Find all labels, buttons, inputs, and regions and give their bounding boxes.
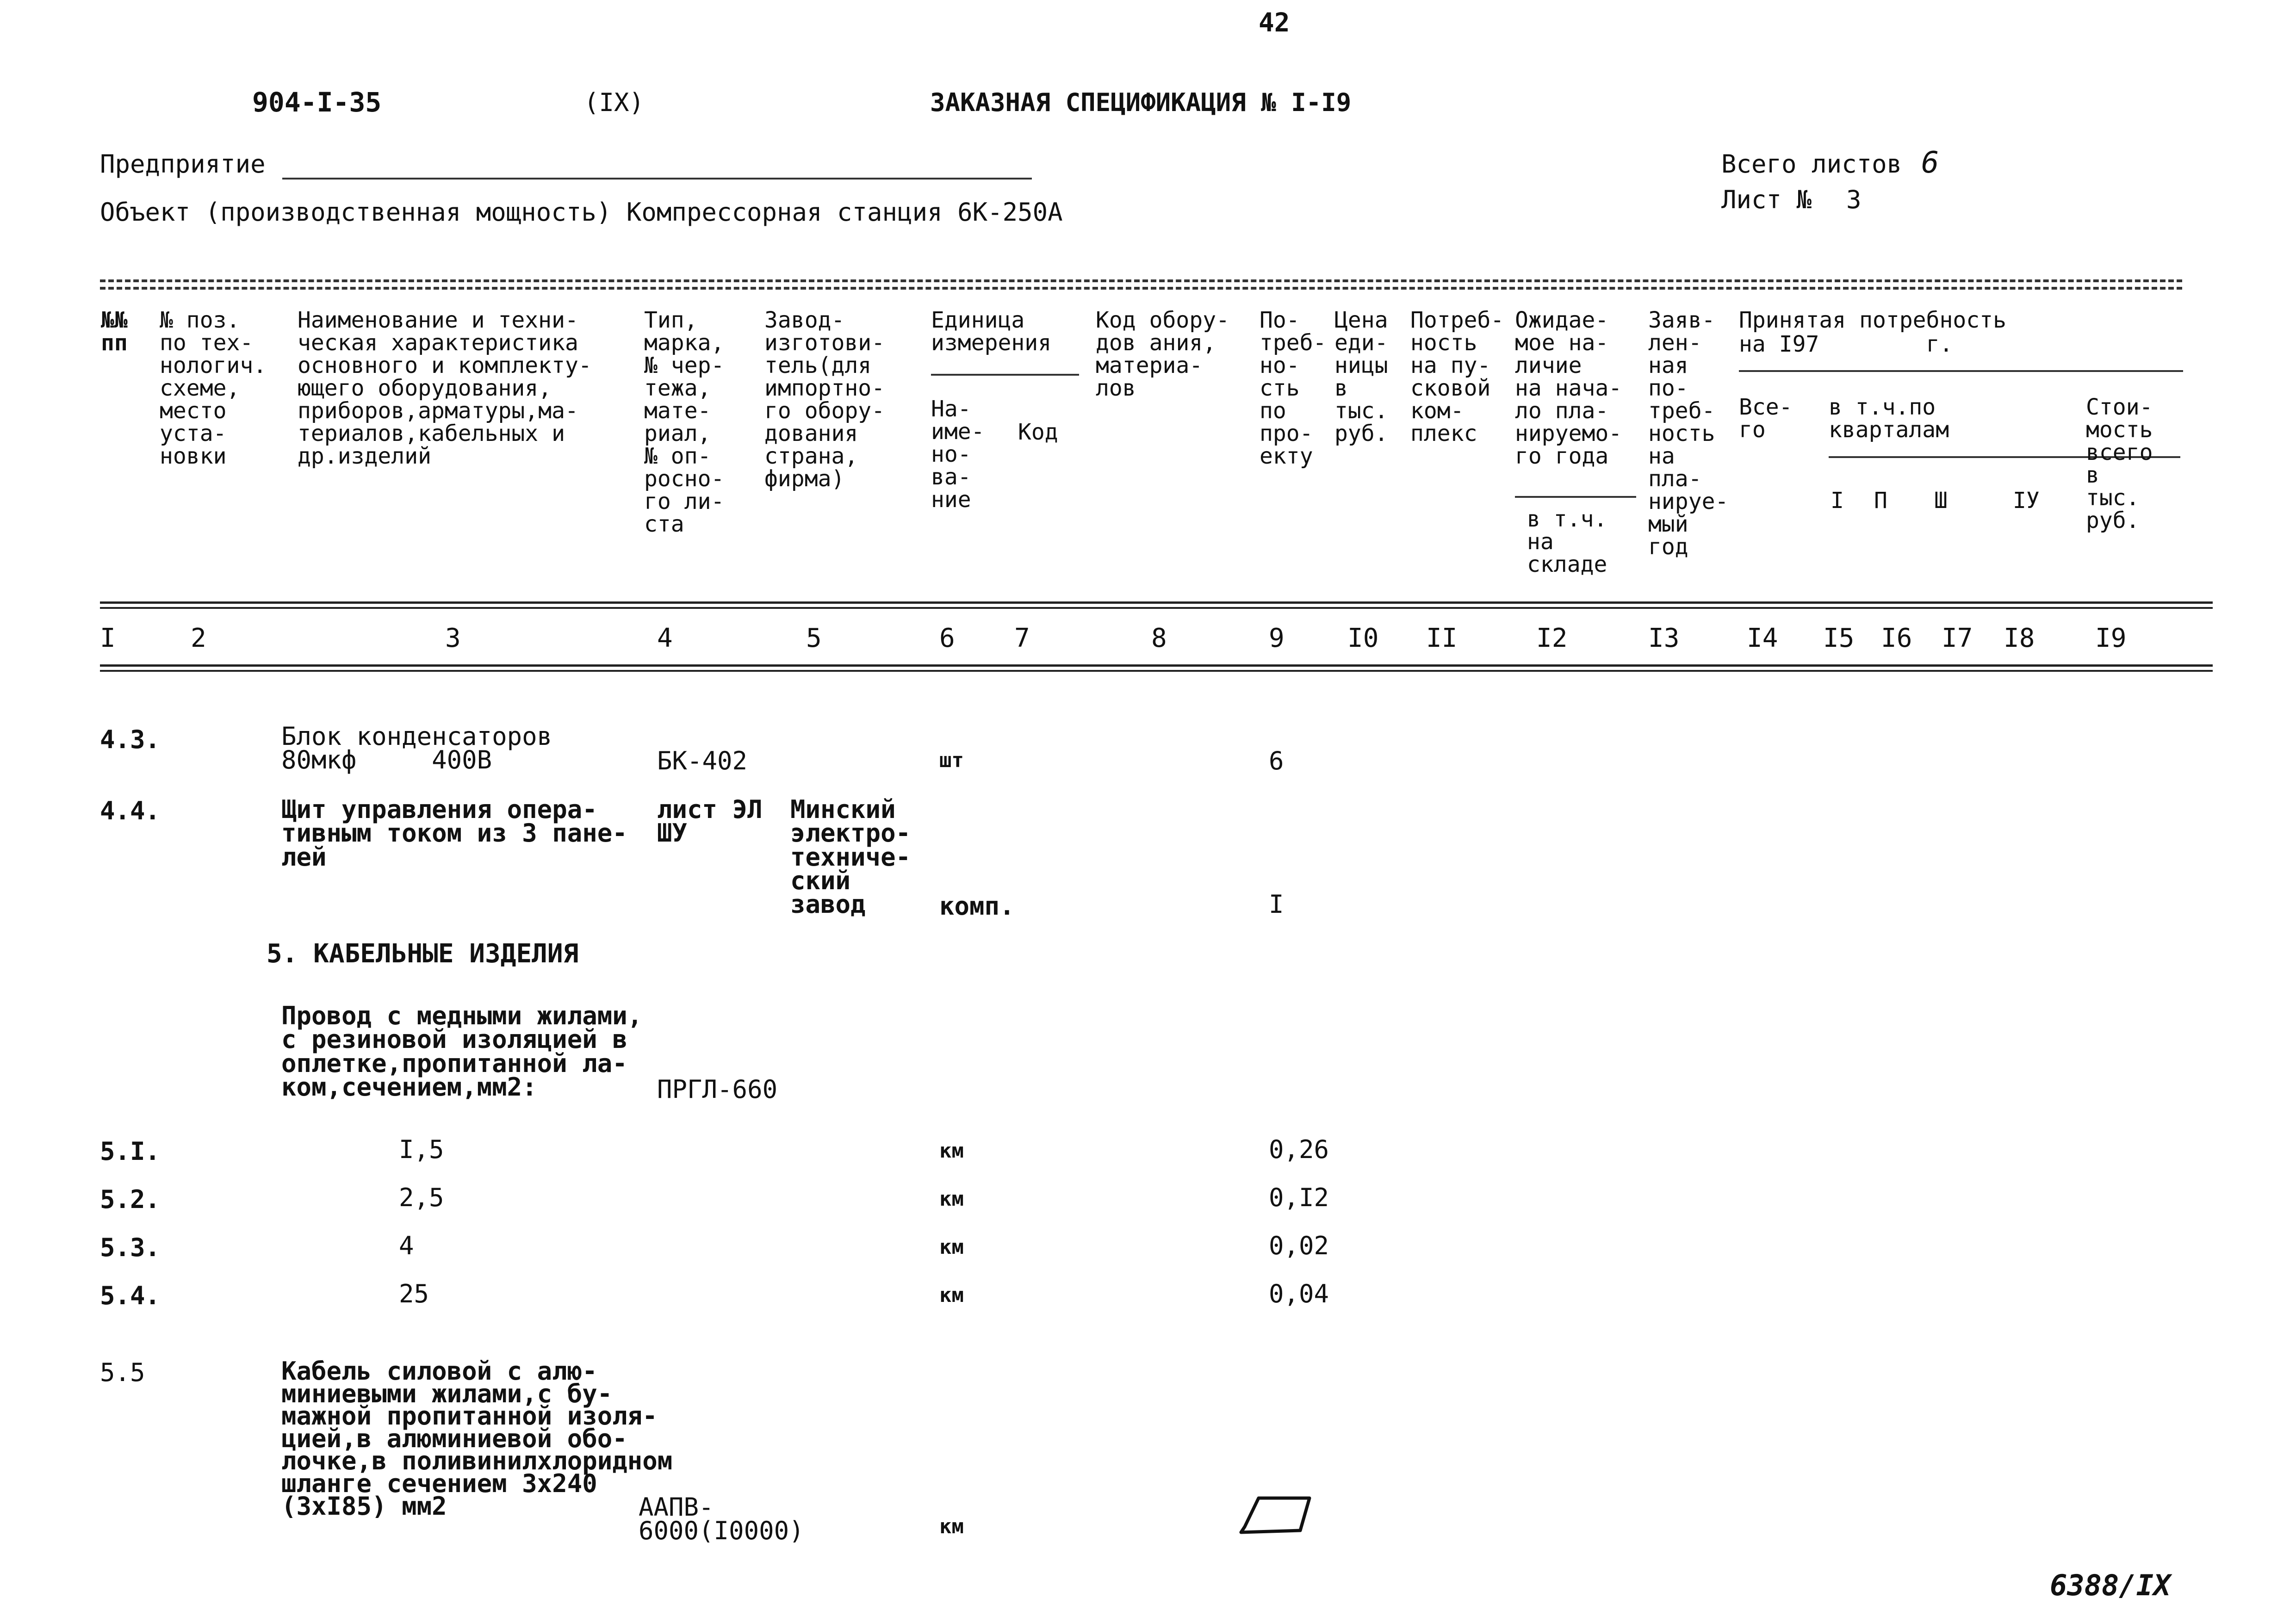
column-number-17: I7 <box>1942 623 1973 653</box>
accepted-year: на I97 г. <box>1739 331 1953 357</box>
column-number-13: I3 <box>1648 623 1680 653</box>
wire-description: Провод с медными жилами, с резиновой изоляцией в оплетке,пропитанной ла- ком,сечением,мм2: <box>281 1001 643 1102</box>
column-number-16: I6 <box>1881 623 1912 653</box>
wire-row-section: I,5 <box>399 1135 444 1164</box>
col-8-header: Код обору- дов ания, материа- лов <box>1096 307 1229 401</box>
col-5-header: Завод- изготови- тель(для импортно- го обору- дования страна, фирма) <box>764 307 885 492</box>
quarter-3: Ш <box>1934 488 1948 514</box>
wire-row-qty: 0,04 <box>1269 1279 1329 1308</box>
col-12-sub-header: в т.ч. на складе <box>1527 506 1607 577</box>
colnum-bottom-rule-2 <box>100 670 2213 672</box>
wire-row-unit: км <box>939 1283 964 1307</box>
row-4-4-name: Щит управления опера- тивным током из 3 пане- лей <box>281 795 627 872</box>
section-5-title: 5. КАБЕЛЬНЫЕ ИЗДЕЛИЯ <box>267 939 579 969</box>
col-9-header: По- треб- но- сть по про- екту <box>1260 307 1327 469</box>
colnum-bottom-rule <box>100 664 2213 667</box>
row-4-3-type: БК-402 <box>657 746 748 775</box>
sheet-value: 3 <box>1846 185 1862 214</box>
volume-label: (IX) <box>584 88 645 117</box>
column-number-11: II <box>1426 623 1458 653</box>
column-number-14: I4 <box>1747 623 1778 653</box>
column-number-19: I9 <box>2095 623 2127 653</box>
column-number-3: 3 <box>445 623 461 653</box>
row-4-3-number: 4.3. <box>100 725 161 754</box>
wire-row-section: 2,5 <box>399 1183 444 1212</box>
quarters-header: в т.ч.по кварталам <box>1829 394 1949 443</box>
enterprise-underline <box>282 178 1032 180</box>
accepted-header: Принятая потребность <box>1739 307 2006 333</box>
row-4-4-unit: комп. <box>939 892 1015 921</box>
column-number-5: 5 <box>806 623 822 653</box>
col-14-header: Все- го <box>1739 394 1793 443</box>
row-4-4-number: 4.4. <box>100 796 161 825</box>
col-6-group-rule <box>931 374 1079 376</box>
quarter-1: I <box>1831 488 1844 514</box>
column-number-4: 4 <box>657 623 673 653</box>
column-number-15: I5 <box>1823 623 1855 653</box>
top-separator-1 <box>100 279 2182 282</box>
column-number-9: 9 <box>1269 623 1285 653</box>
column-number-8: 8 <box>1151 623 1167 653</box>
wire-row-qty: 0,I2 <box>1269 1183 1329 1212</box>
col-12-header: Ожидае- мое на- личие на нача- ло пла- нируемо- го года <box>1515 307 1622 469</box>
wire-row-unit: км <box>939 1187 964 1211</box>
column-number-1: I <box>100 623 116 653</box>
column-number-2: 2 <box>191 623 206 653</box>
cable-row-number: 5.5 <box>100 1358 145 1387</box>
row-4-3-qty: 6 <box>1269 746 1284 775</box>
spec-title: ЗАКАЗНАЯ СПЕЦИФИКАЦИЯ № I-I9 <box>930 88 1352 117</box>
column-number-18: I8 <box>2004 623 2035 653</box>
col-12-sub-rule <box>1515 496 1636 498</box>
col-3-header: Наименование и техни- ческая характеристика основного и комплекту- ющего оборудования, приборов,арматуры,ма- териалов,кабельных и др.изделий <box>298 307 592 469</box>
col-4-header: Тип, марка, № чер- тежа, мате- риал, № оп- росно- го ли- ста <box>644 307 725 537</box>
quarter-4: IУ <box>2013 488 2040 514</box>
wire-row-number: 5.2. <box>100 1185 161 1214</box>
footer-stamp: 6388/IX <box>2050 1568 2171 1602</box>
col-11-header: Потреб- ность на пу- сковой ком- плекс <box>1410 307 1504 446</box>
wire-row-number: 5.3. <box>100 1233 161 1262</box>
header-bottom-rule-2 <box>100 607 2213 609</box>
wire-row-number: 5.4. <box>100 1281 161 1310</box>
total-sheets-label: Всего листов <box>1721 149 1902 179</box>
column-number-6: 6 <box>939 623 955 653</box>
wire-row-qty: 0,26 <box>1269 1135 1329 1164</box>
col-6-group-header: Единица измерения <box>931 307 1052 356</box>
row-4-3-name: Блок конденсаторов 80мкф 400В <box>281 722 552 775</box>
wire-row-number: 5.I. <box>100 1137 161 1166</box>
enterprise-label: Предприятие <box>100 149 266 179</box>
page-number: 42 <box>1259 8 1290 38</box>
col-1-header: №№ пп <box>101 307 128 356</box>
row-4-4-maker: Минский электро- техниче- ский завод <box>790 795 911 919</box>
sheet-label: Лист № <box>1721 185 1812 214</box>
column-number-7: 7 <box>1014 623 1030 653</box>
wire-row-unit: км <box>939 1235 964 1259</box>
row-4-4-type: лист ЭЛ ШУ <box>657 795 763 848</box>
cable-row-unit: км <box>939 1515 964 1538</box>
column-number-10: I0 <box>1347 623 1379 653</box>
column-number-12: I2 <box>1536 623 1568 653</box>
col-13-header: Заяв- лен- ная по- треб- ность на пла- нируе- мый год <box>1648 307 1729 560</box>
object-line: Объект (производственная мощность) Компрессорная станция 6К-250А <box>100 198 1063 227</box>
wire-row-qty: 0,02 <box>1269 1231 1329 1260</box>
wire-row-section: 25 <box>399 1279 429 1308</box>
wire-row-section: 4 <box>399 1231 414 1260</box>
cable-row-type: ААПВ- 6000(I0000) <box>639 1493 804 1546</box>
parallelogram-mark <box>1235 1494 1319 1536</box>
wire-row-unit: км <box>939 1139 964 1163</box>
cable-row-name: Кабель силовой с алю- миниевыми жилами,с бу- мажной пропитанной изоля- цией,в алюминиевой обо- лочке,в поливинилхлоридном шланге сечением 3x240 (3xI85) мм2 <box>281 1357 673 1521</box>
col-19-header: Стои- мость всего в тыс. руб. <box>2086 394 2153 533</box>
quarter-2: П <box>1874 488 1887 514</box>
col-6-header: На- име- но- ва- ние <box>931 396 985 513</box>
row-4-4-qty: I <box>1269 890 1284 919</box>
header-bottom-rule <box>100 601 2213 604</box>
row-4-3-unit: шт <box>939 749 964 772</box>
col-7-header: Код <box>1018 419 1058 445</box>
accepted-rule <box>1739 370 2183 372</box>
wire-type: ПРГЛ-660 <box>657 1075 778 1104</box>
total-sheets-value: 6 <box>1921 146 1939 180</box>
col-10-header: Цена еди- ницы в тыс. руб. <box>1334 307 1388 446</box>
top-separator-2 <box>100 287 2182 290</box>
doc-code: 904-I-35 <box>252 87 382 118</box>
col-2-header: № поз. по тех- нологич. схеме, место уста- новки <box>160 307 267 469</box>
